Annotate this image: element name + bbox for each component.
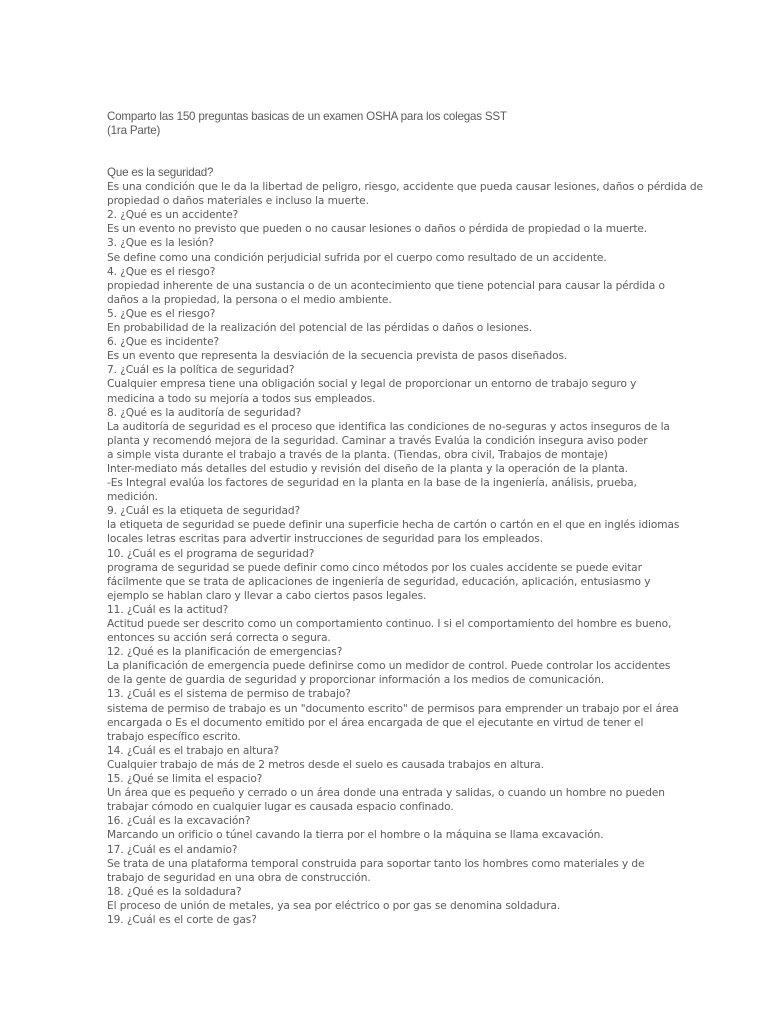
answer-line: Es un evento no previsto que pueden o no causar lesiones o daños o pérdida de propiedad o la muerte. bbox=[107, 223, 648, 236]
question-line: 13. ¿Cuál es el sistema de permiso de trabajo? bbox=[107, 688, 351, 701]
question-line: 9. ¿Cuál es la etiqueta de seguridad? bbox=[107, 505, 301, 518]
question-line: 17. ¿Cuál es el andamio? bbox=[107, 843, 238, 856]
answer-line: La auditoría de seguridad es el proceso que identifica las condiciones de no-seguras y actos inseguros de la bbox=[107, 420, 670, 433]
question-line: 15. ¿Qué se limita el espacio? bbox=[107, 773, 263, 786]
answer-line: fácilmente que se trata de aplicaciones de ingeniería de seguridad, educación, aplicación, entusiasmo y bbox=[107, 575, 651, 588]
blank-gap bbox=[107, 138, 667, 166]
answer-line: Inter-mediato más detalles del estudio y revisión del diseño de la planta y la operación de la planta. bbox=[107, 462, 628, 475]
question-line: 14. ¿Cuál es el trabajo en altura? bbox=[107, 744, 279, 757]
answer-line: Es una condición que le da la libertad de peligro, riesgo, accidente que pueda causar lesiones, daños o pérdida de bbox=[107, 181, 703, 194]
question-line: 7. ¿Cuál es la política de seguridad? bbox=[107, 364, 295, 377]
document-title-line-2: (1ra Parte) bbox=[107, 124, 161, 137]
answer-line: La planificación de emergencia puede definirse como un medidor de control. Puede controlar los accidentes bbox=[107, 660, 671, 673]
question-line: 2. ¿Qué es un accidente? bbox=[107, 209, 239, 222]
answer-line: Se define como una condición perjudicial sufrida por el cuerpo como resultado de un accidente. bbox=[107, 251, 607, 264]
question-line: 10. ¿Cuál es el programa de seguridad? bbox=[107, 547, 315, 560]
answer-line: encargada o Es el documento emitido por el área encargada de que el ejecutante en virtud de tener el bbox=[107, 716, 644, 729]
document-page bbox=[107, 110, 703, 927]
answer-line: planta y recomendó mejora de la seguridad. Caminar a través Evalúa la condición insegura aviso poder bbox=[107, 434, 648, 447]
answer-line: locales letras escritas para advertir instrucciones de seguridad para los empleados. bbox=[107, 533, 543, 546]
answer-line: a simple vista durante el trabajo a través de la planta. (Tiendas, obra civil, Trabajos de montaje) bbox=[107, 448, 608, 461]
answer-line: entonces su acción será correcta o segura. bbox=[107, 632, 331, 645]
question-line: 11. ¿Cuál es la actitud? bbox=[107, 603, 229, 616]
answer-line: Cualquier empresa tiene una obligación social y legal de proporcionar un entorno de trabajo seguro y bbox=[107, 378, 637, 391]
question-line: 19. ¿Cuál es el corte de gas? bbox=[107, 913, 257, 926]
answer-line: Actitud puede ser descrito como un comportamiento continuo. I si el comportamiento del hombre es bueno, bbox=[107, 618, 672, 630]
answer-line: Cualquier trabajo de más de 2 metros desde el suelo es causada trabajos en altura. bbox=[107, 758, 544, 771]
document-body bbox=[107, 166, 703, 927]
answer-line: de la gente de guardia de seguridad y proporcionar información a los medios de comunicación. bbox=[107, 674, 605, 687]
answer-line: Es un evento que representa la desviación de la secuencia prevista de pasos diseñados. bbox=[107, 350, 568, 363]
answer-line: trabajo específico escrito. bbox=[107, 730, 241, 743]
question-line: 3. ¿Que es la lesión? bbox=[107, 237, 214, 250]
answer-line: Un área que es pequeño y cerrado o un área donde una entrada y salidas, o cuando un hombre no pueden bbox=[107, 787, 665, 800]
answer-line: -Es Integral evalúa los factores de seguridad en la planta en la base de la ingeniería, análisis, prueba, bbox=[107, 477, 637, 490]
answer-line: El proceso de unión de metales, ya sea por eléctrico o por gas se denomina soldadura. bbox=[107, 899, 561, 912]
answer-line: Marcando un orificio o túnel cavando la tierra por el hombre o la máquina se llama excavación. bbox=[107, 829, 604, 842]
question-line: 18. ¿Qué es la soldadura? bbox=[107, 885, 242, 898]
question-line: 12. ¿Qué es la planificación de emergencias? bbox=[107, 646, 343, 659]
answer-line: ejemplo se hablan claro y llevar a cabo ciertos pasos legales. bbox=[107, 589, 427, 602]
answer-line: trabajo de seguridad en una obra de construcción. bbox=[107, 871, 371, 884]
answer-line: la etiqueta de seguridad se puede definir una superficie hecha de cartón o cartón en el que en inglés idiomas bbox=[107, 519, 680, 532]
answer-line: programa de seguridad se puede definir como cinco métodos por los cuales accidente se puede evitar bbox=[107, 561, 642, 574]
question-line: 5. ¿Que es el riesgo? bbox=[107, 307, 216, 320]
answer-line: propiedad inherente de una sustancia o de un acontecimiento que tiene potencial para causar la pérdida o bbox=[107, 279, 665, 292]
question-line: 16. ¿Cuál es la excavación? bbox=[107, 815, 251, 828]
answer-line: En probabilidad de la realización del potencial de las pérdidas o daños o lesiones. bbox=[107, 322, 533, 335]
document-title-line-1: Comparto las 150 preguntas basicas de un examen OSHA para los colegas SST bbox=[107, 110, 507, 123]
answer-line: sistema de permiso de trabajo es un "documento escrito" de permisos para emprender un trabajo por el área bbox=[107, 702, 679, 715]
question-line: 4. ¿Que es el riesgo? bbox=[107, 265, 216, 278]
question-line: 8. ¿Qué es la auditoría de seguridad? bbox=[107, 406, 302, 419]
answer-line: Se trata de una plataforma temporal construida para soportar tanto los hombres como materiales y de bbox=[107, 857, 645, 870]
answer-line: medición. bbox=[107, 491, 158, 504]
answer-line: propiedad o daños materiales e incluso la muerte. bbox=[107, 195, 369, 208]
answer-line: trabajar cómodo en cualquier lugar es causada espacio confinado. bbox=[107, 801, 454, 814]
question-line: 6. ¿Que es incidente? bbox=[107, 336, 220, 349]
answer-line: daños a la propiedad, la persona o el medio ambiente. bbox=[107, 293, 392, 306]
answer-line: medicina a todo su mejoría a todos sus empleados. bbox=[107, 392, 376, 405]
question-line: Que es la seguridad? bbox=[107, 166, 214, 179]
